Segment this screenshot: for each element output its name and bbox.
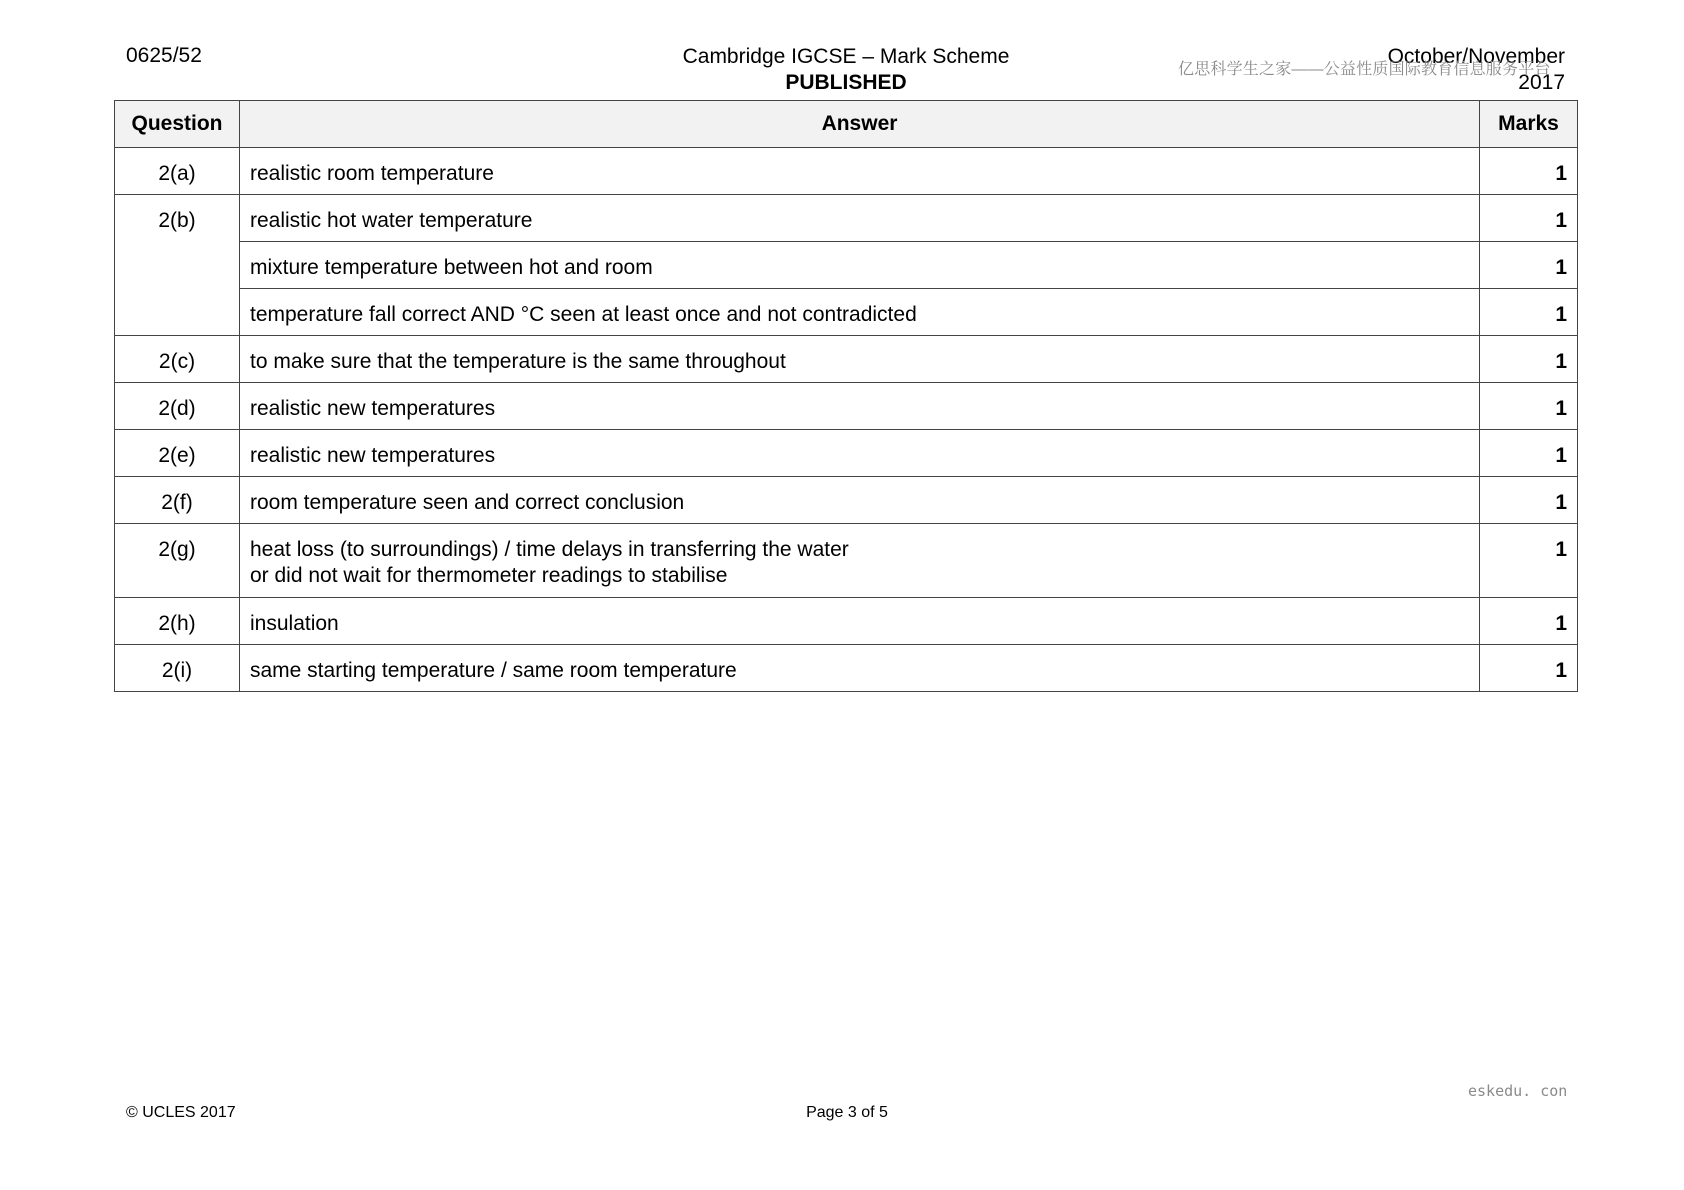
- answer-cell: [240, 242, 1480, 289]
- answer-text: to make sure that the temperature is the same throughout: [250, 350, 786, 373]
- answer-cell: [240, 430, 1480, 477]
- marks-cell: 1: [1480, 148, 1578, 195]
- answer-text: realistic new temperatures: [250, 397, 496, 420]
- answer-text: realistic new temperatures: [250, 444, 496, 467]
- answer-text: room temperature seen and correct conclusion: [250, 491, 685, 514]
- table-row: [115, 242, 1578, 289]
- answer-text: or did not wait for thermometer readings to stabilise: [250, 564, 728, 587]
- marks-cell: 1: [1480, 336, 1578, 383]
- answer-text: mixture temperature between hot and room: [250, 256, 653, 279]
- marks-cell: 1: [1480, 524, 1578, 598]
- answer-cell: [240, 598, 1480, 645]
- marks-cell: 1: [1480, 242, 1578, 289]
- marks-cell: 1: [1480, 289, 1578, 336]
- question-cell: 2(i): [115, 645, 240, 692]
- question-column-header: Question: [115, 101, 240, 148]
- answer-cell: [240, 477, 1480, 524]
- site-watermark: eskedu. con: [1468, 1082, 1568, 1100]
- question-cell: 2(e): [115, 430, 240, 477]
- table-row: [115, 383, 1578, 430]
- answer-text: temperature fall correct AND °C seen at least once and not contradicted: [250, 303, 917, 326]
- answer-cell: [240, 148, 1480, 195]
- marks-cell: 1: [1480, 195, 1578, 242]
- marks-column-header: Marks: [1480, 101, 1578, 148]
- table-row: [115, 195, 1578, 242]
- question-cell: 2(b): [115, 195, 240, 336]
- marks-cell: 1: [1480, 598, 1578, 645]
- table-row: [115, 524, 1578, 598]
- mark-scheme-table: [114, 100, 1578, 692]
- question-cell: 2(d): [115, 383, 240, 430]
- marks-cell: 1: [1480, 645, 1578, 692]
- marks-cell: 1: [1480, 383, 1578, 430]
- copyright: © UCLES 2017: [126, 1104, 236, 1121]
- table-row: [115, 598, 1578, 645]
- published-label: PUBLISHED: [785, 71, 907, 94]
- document-title: Cambridge IGCSE – Mark Scheme: [682, 45, 1010, 68]
- table-row: [115, 645, 1578, 692]
- page-number: Page 3 of 5: [806, 1104, 888, 1121]
- session-year: 2017: [1518, 71, 1565, 94]
- answer-cell: [240, 336, 1480, 383]
- table-header-row: [115, 101, 1578, 148]
- question-cell: 2(g): [115, 524, 240, 598]
- session-label: October/November: [1387, 45, 1565, 68]
- answer-cell: [240, 645, 1480, 692]
- answer-text: realistic room temperature: [250, 162, 494, 185]
- answer-text: realistic hot water temperature: [250, 209, 533, 232]
- question-cell: 2(a): [115, 148, 240, 195]
- answer-cell: [240, 195, 1480, 242]
- answer-cell: [240, 289, 1480, 336]
- answer-text: insulation: [250, 612, 339, 635]
- answer-cell: [240, 524, 1480, 598]
- question-cell: 2(f): [115, 477, 240, 524]
- answer-text: same starting temperature / same room temperature: [250, 659, 737, 682]
- answer-text: heat loss (to surroundings) / time delays in transferring the water: [250, 538, 849, 561]
- table-row: [115, 336, 1578, 383]
- question-cell: 2(c): [115, 336, 240, 383]
- marks-cell: 1: [1480, 477, 1578, 524]
- question-cell: 2(h): [115, 598, 240, 645]
- table-row: [115, 430, 1578, 477]
- document-header: [600, 44, 1092, 96]
- table-row: [115, 477, 1578, 524]
- exam-code: 0625/52: [126, 44, 202, 67]
- answer-cell: [240, 383, 1480, 430]
- answer-column-header: Answer: [240, 101, 1480, 148]
- table-row: [115, 148, 1578, 195]
- table-row: [115, 289, 1578, 336]
- header-watermark: 亿思科学生之家——公益性质国际教育信息服务平台: [1178, 61, 1551, 78]
- marks-cell: 1: [1480, 430, 1578, 477]
